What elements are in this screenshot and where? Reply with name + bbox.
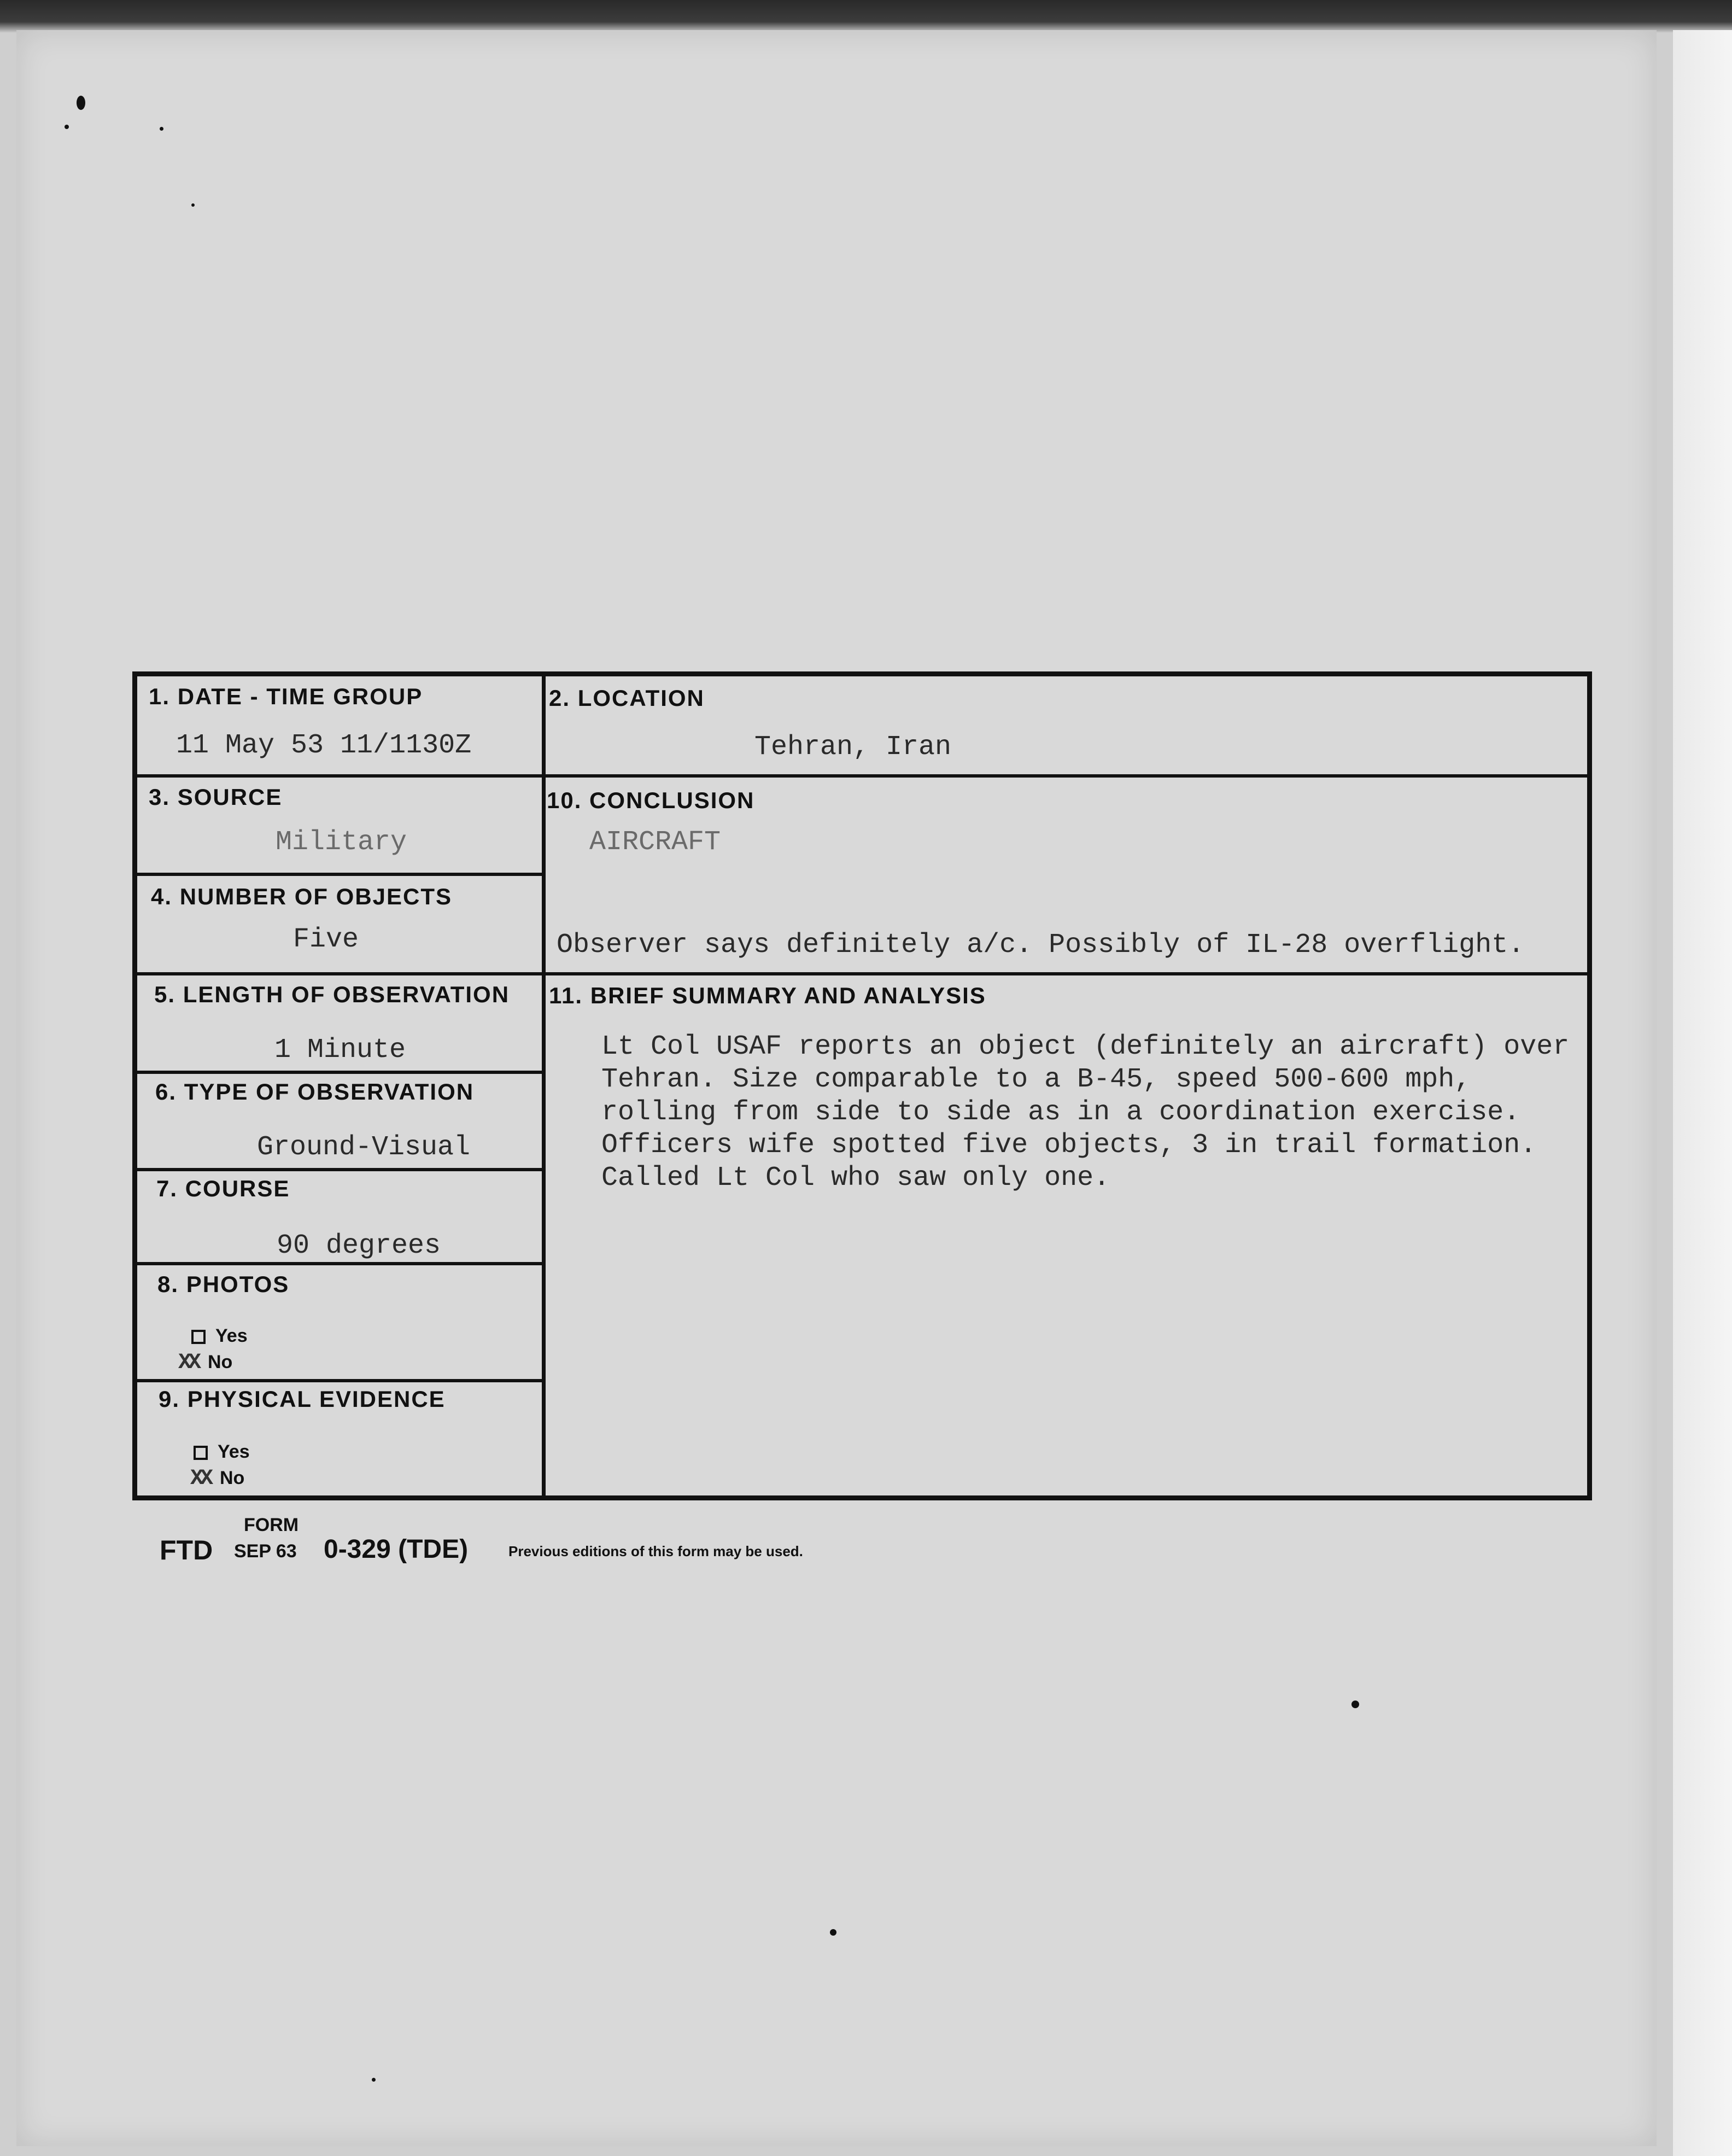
physical-evidence-no-label: No xyxy=(220,1468,245,1488)
photos-no-label: No xyxy=(208,1352,233,1372)
footer-ftd: FTD xyxy=(160,1535,213,1565)
typed-x-mark-icon: XX xyxy=(190,1466,210,1491)
row-divider xyxy=(137,1379,543,1382)
summary-label: 11. BRIEF SUMMARY AND ANALYSIS xyxy=(549,983,986,1008)
footer-form-number: 0-329 (TDE) xyxy=(324,1535,469,1564)
photos-yes-option[interactable] xyxy=(191,1325,248,1347)
summary-line: Called Lt Col who saw only one. xyxy=(601,1162,1110,1194)
dust-speck xyxy=(160,127,163,131)
row-divider xyxy=(137,1262,543,1265)
type-of-observation-value: Ground-Visual xyxy=(257,1132,471,1163)
course-label: 7. COURSE xyxy=(156,1176,290,1201)
photos-no-option[interactable] xyxy=(178,1351,232,1375)
page-edge xyxy=(1673,30,1732,2156)
number-of-objects-label: 4. NUMBER OF OBJECTS xyxy=(151,884,453,909)
physical-evidence-yes-option[interactable] xyxy=(194,1441,250,1463)
conclusion-note: Observer says definitely a/c. Possibly of IL-28 overflight. xyxy=(557,930,1525,961)
row-divider xyxy=(137,774,543,778)
row-divider xyxy=(137,1168,543,1171)
dust-speck xyxy=(1351,1701,1359,1708)
dust-speck xyxy=(65,125,69,129)
column-divider xyxy=(542,676,546,1497)
source-label: 3. SOURCE xyxy=(149,784,283,810)
photos-yes-label: Yes xyxy=(215,1325,248,1346)
location-value: Tehran, Iran xyxy=(754,732,952,763)
dust-speck xyxy=(77,96,85,110)
conclusion-label: 10. CONCLUSION xyxy=(547,787,755,813)
dust-speck xyxy=(830,1929,836,1936)
footer-form-word: FORM xyxy=(244,1515,299,1535)
summary-line: Officers wife spotted five objects, 3 in trail formation. xyxy=(601,1130,1537,1161)
summary-line: rolling from side to side as in a coordination exercise. xyxy=(601,1097,1520,1128)
checkbox-empty-icon xyxy=(194,1446,208,1460)
row-divider xyxy=(137,972,543,975)
date-time-group-value: 11 May 53 11/1130Z xyxy=(176,730,472,761)
summary-line: Tehran. Size comparable to a B-45, speed 500-600 mph, xyxy=(601,1064,1471,1095)
course-value: 90 degrees xyxy=(277,1230,441,1261)
dust-speck xyxy=(191,203,195,207)
type-of-observation-label: 6. TYPE OF OBSERVATION xyxy=(155,1079,475,1105)
row-divider xyxy=(542,774,1587,778)
date-time-group-label: 1. DATE - TIME GROUP xyxy=(149,683,423,709)
summary-line: Lt Col USAF reports an object (definitely an aircraft) over xyxy=(601,1031,1570,1062)
summary-text xyxy=(601,1031,1585,1195)
length-of-observation-value: 1 Minute xyxy=(274,1035,406,1066)
typed-x-mark-icon: XX xyxy=(178,1351,198,1375)
photos-label: 8. PHOTOS xyxy=(157,1271,290,1297)
checkbox-empty-icon xyxy=(191,1330,206,1344)
row-divider xyxy=(137,1071,543,1074)
dust-speck xyxy=(372,2078,376,2082)
physical-evidence-yes-label: Yes xyxy=(218,1441,250,1462)
physical-evidence-label: 9. PHYSICAL EVIDENCE xyxy=(159,1386,446,1412)
location-label: 2. LOCATION xyxy=(549,685,705,711)
footer-date: SEP 63 xyxy=(234,1541,297,1562)
length-of-observation-label: 5. LENGTH OF OBSERVATION xyxy=(154,981,510,1007)
footer-note: Previous editions of this form may be used. xyxy=(508,1543,803,1559)
source-value: Military xyxy=(276,827,407,858)
conclusion-value: AIRCRAFT xyxy=(589,827,721,858)
row-divider xyxy=(137,873,543,876)
physical-evidence-no-option[interactable] xyxy=(190,1466,244,1491)
row-divider xyxy=(542,972,1587,975)
number-of-objects-value: Five xyxy=(293,924,359,955)
